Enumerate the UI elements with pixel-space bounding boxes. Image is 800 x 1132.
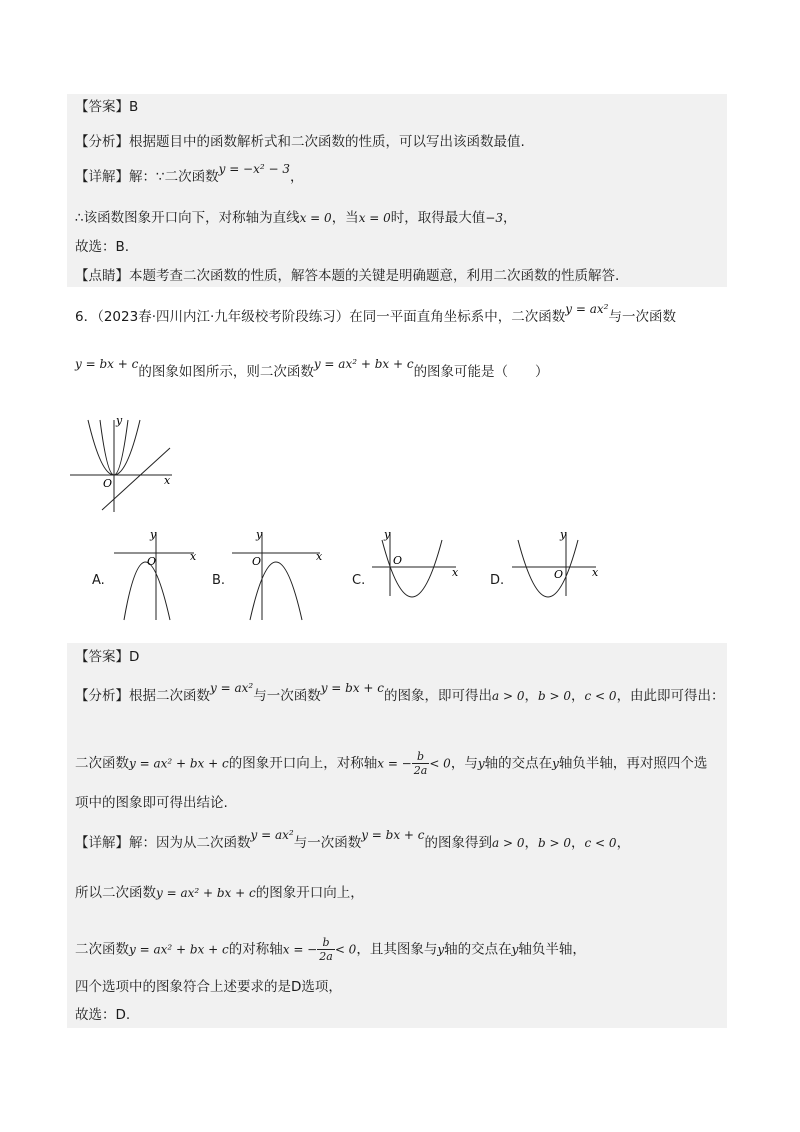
option-d-label: D. xyxy=(490,573,505,588)
b-label-y: y xyxy=(256,528,263,541)
detail-prefix: 【详解】解：∵二次函数 xyxy=(75,169,219,185)
question-6-line-1 xyxy=(75,302,676,327)
detail-cond-b: b > 0 xyxy=(538,836,572,850)
b-label-o: O xyxy=(252,555,262,568)
analysis-2-text-3: 的图象，即可得出 xyxy=(384,688,493,704)
conclusion-text-c: 时，取得最大值 xyxy=(390,210,486,226)
choice-d: 故选：D. xyxy=(75,1007,131,1023)
b-parabola xyxy=(250,562,302,620)
frac-num-2: b xyxy=(317,936,335,950)
analysis-2-line-3: 项中的图象即可得出结论. xyxy=(75,795,228,811)
main-label-y: y xyxy=(116,414,123,427)
question-text-2: 与一次函数 xyxy=(608,309,676,325)
analysis-2-text-1: 【分析】根据二次函数 xyxy=(75,688,210,704)
conclusion-end: ， xyxy=(502,210,517,226)
axis-formula: y = ax² + bx + c xyxy=(129,942,229,957)
detail-2-text-1: 【详解】解：因为从二次函数 xyxy=(75,835,251,851)
yvar-2: y xyxy=(552,756,559,771)
main-graph xyxy=(66,412,186,516)
question-text-4: 的图象可能是（ ） xyxy=(413,364,549,380)
c-parabola xyxy=(382,540,442,597)
b-label-x: x xyxy=(316,550,323,563)
axis-fraction-2 xyxy=(317,936,335,963)
conclusion-text-b: ，当 xyxy=(331,210,359,226)
axis-text-4: 轴的交点在 xyxy=(444,941,512,958)
formula-x0-2: x = 0 xyxy=(358,211,391,225)
analysis-formula-2: y = bx + c xyxy=(320,681,385,695)
answer-block-1 xyxy=(67,94,727,287)
option-c-label: C. xyxy=(352,573,366,588)
detail-cond-c: c < 0 xyxy=(584,836,617,850)
main-label-o: O xyxy=(103,477,113,490)
main-label-x: x xyxy=(164,474,171,487)
a-label-y: y xyxy=(150,528,157,541)
option-d-graph xyxy=(508,526,608,612)
analysis-formula-1: y = ax² xyxy=(210,681,254,695)
analysis-2-text-4: ，由此即可得出： xyxy=(616,688,725,704)
line2-text-2: 的图象开口向上，对称轴 xyxy=(228,755,378,772)
axis-rhs-1: < 0 xyxy=(429,756,451,771)
option-b-graph xyxy=(228,526,328,622)
frac-den-2: 2a xyxy=(319,950,333,963)
option-a-label: A. xyxy=(92,573,105,588)
axis-text-3: ，且其图象与 xyxy=(356,941,438,958)
cond-b: b > 0 xyxy=(538,689,572,703)
option-a-graph xyxy=(110,526,200,622)
detail-2-text-3: 的图象得到 xyxy=(424,835,493,851)
detail-2-line-1 xyxy=(75,828,631,853)
so-formula: y = ax² + bx + c xyxy=(156,886,256,900)
cond-c: c < 0 xyxy=(584,689,617,703)
cond-a: a > 0 xyxy=(492,689,525,703)
option-b-label: B. xyxy=(212,573,226,588)
question-text-3: 的图象如图所示，则二次函数 xyxy=(138,364,314,380)
formula-x0-1: x = 0 xyxy=(299,211,332,225)
answer-label: 【答案】B xyxy=(75,99,139,115)
max-value: −3 xyxy=(485,211,503,225)
axis-text-5: 轴负半轴， xyxy=(518,941,586,958)
axis-text-1: 二次函数 xyxy=(75,941,129,958)
so-line xyxy=(75,883,364,903)
detail-cond-a: a > 0 xyxy=(492,836,525,850)
frac-num-1: b xyxy=(412,750,430,764)
frac-den-1: 2a xyxy=(413,764,428,777)
analysis-2-line-2 xyxy=(75,750,707,777)
conclusion-line xyxy=(75,208,516,228)
so-text-1: 所以二次函数 xyxy=(75,885,156,901)
question-number: 6． xyxy=(75,309,98,325)
line2-text-1: 二次函数 xyxy=(75,755,129,772)
detail-2-formula-1: y = ax² xyxy=(250,828,294,842)
detail-line xyxy=(75,162,304,187)
option-c-graph xyxy=(368,526,468,612)
detail-2-formula-2: y = bx + c xyxy=(361,828,425,842)
question-source: （2023春·四川内江·九年级校考阶段练习）在同一平面直角坐标系中，二次函数 xyxy=(97,309,566,325)
c-label-o: O xyxy=(393,554,403,567)
yvar-1: y xyxy=(477,756,485,771)
axis-rhs-2: < 0 xyxy=(334,942,357,957)
d-label-x: x xyxy=(592,566,599,579)
c-label-y: y xyxy=(384,528,391,541)
axis-fraction-1 xyxy=(412,750,430,777)
d-label-y: y xyxy=(560,528,567,541)
fit-line: 四个选项中的图象符合上述要求的是D选项， xyxy=(75,979,342,995)
line2-text-3: ，与 xyxy=(450,755,478,772)
detail-2-text-2: 与一次函数 xyxy=(293,835,362,851)
analysis-2-line-1 xyxy=(75,681,725,706)
comma-3: ， xyxy=(524,835,539,851)
d-parabola xyxy=(518,540,578,597)
detail-suffix: ， xyxy=(290,169,304,185)
answer-2-label: 【答案】D xyxy=(75,649,140,665)
line2-formula: y = ax² + bx + c xyxy=(129,756,229,771)
c-label-x: x xyxy=(452,566,459,579)
a-label-x: x xyxy=(190,550,197,563)
analysis-text: 【分析】根据题目中的函数解析式和二次函数的性质，可以写出该函数最值. xyxy=(75,134,525,150)
a-label-o: O xyxy=(147,555,157,568)
comma-2: ， xyxy=(571,688,585,704)
yvar-3: y xyxy=(437,942,445,957)
line2-text-5: 轴负半轴，再对照四个选 xyxy=(558,755,708,772)
d-label-o: O xyxy=(554,568,564,581)
detail-formula: y = −x² − 3 xyxy=(218,162,291,176)
analysis-2-text-2: 与一次函数 xyxy=(253,688,321,704)
axis-line xyxy=(75,936,586,963)
comma-5: ， xyxy=(616,835,631,851)
axis-lhs-2: x = − xyxy=(282,942,318,957)
formula-y-bxc: y = bx + c xyxy=(75,357,139,371)
line2-text-4: 轴的交点在 xyxy=(484,755,553,772)
choice-b: 故选：B. xyxy=(75,239,130,255)
a-parabola xyxy=(124,562,170,620)
formula-y-ax2-bx-c: y = ax² + bx + c xyxy=(313,357,414,371)
comma-4: ， xyxy=(571,835,585,851)
axis-lhs-1: x = − xyxy=(377,756,412,771)
yvar-4: y xyxy=(511,942,519,957)
so-text-2: 的图象开口向上， xyxy=(255,885,364,901)
conclusion-text-a: ∴该函数图象开口向下，对称轴为直线 xyxy=(75,210,300,226)
comment-text: 【点睛】本题考查二次函数的性质，解答本题的关键是明确题意，利用二次函数的性质解答. xyxy=(75,268,620,284)
formula-y-ax2: y = ax² xyxy=(565,302,609,316)
question-6-line-2 xyxy=(75,357,549,382)
axis-text-2: 的对称轴 xyxy=(228,941,283,958)
main-line xyxy=(102,448,170,510)
comma-1: ， xyxy=(524,688,539,704)
